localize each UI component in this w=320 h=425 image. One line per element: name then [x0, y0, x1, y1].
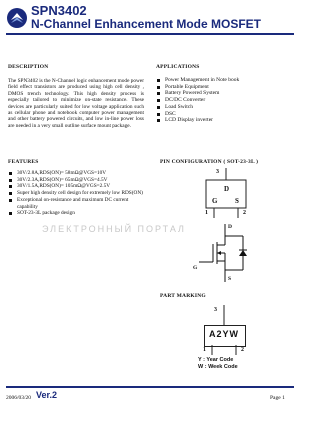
schematic-label-s: S: [228, 276, 232, 282]
marking-legend: [198, 357, 238, 371]
list-item: Portable Equipment: [156, 84, 296, 91]
description-text: The SPN3402 is the N-Channel logic enhancement mode power field effect transistors are produced using high cell density , DMOS trench technology. This high density process is especially tailored to minimize on-state resistance. These devices are particularly suited for low voltage application such as cellular phone and notebook computer power management and other battery powered circuits, and low in-line power loss are needed in a very small outline surface mount package.: [8, 78, 144, 129]
list-item: SOT-23-3L package design: [8, 210, 148, 217]
list-item: Super high density cell design for extremely low RDS(ON): [8, 190, 148, 197]
company-logo-icon: [6, 7, 28, 29]
marking-pin-top: 3: [214, 307, 217, 313]
pin-number-left: 1: [205, 210, 208, 216]
list-item: Load Switch: [156, 104, 296, 111]
features-list: [8, 170, 148, 217]
marking-code: A2YW: [208, 329, 239, 339]
pin-label-g: G: [212, 197, 218, 205]
footer-version: Ver.2: [36, 390, 58, 400]
watermark: ЭЛЕКТРОННЫЙ ПОРТАЛ: [42, 224, 186, 234]
list-item: DC/DC Converter: [156, 97, 296, 104]
list-item: Battery Powered System: [156, 90, 296, 97]
part-number: SPN3402: [31, 3, 87, 18]
applications-list: [156, 77, 296, 124]
marking-pin-left: 1: [203, 347, 206, 353]
footer-divider: [6, 386, 294, 388]
footer-date: 2006/03/20: [6, 395, 32, 401]
list-item: DSC: [156, 111, 296, 118]
list-item: Power Management in Note book: [156, 77, 296, 84]
pin-number-right: 2: [243, 210, 246, 216]
legend-year-code: Y : Year Code: [198, 357, 234, 363]
list-item: Exceptional on-resistance and maximum DC current capability: [8, 197, 148, 210]
description-heading: DESCRIPTION: [8, 64, 49, 70]
list-item: 30V/2.3A,RDS(ON)= 65mΩ@VGS=4.5V: [8, 177, 148, 184]
applications-heading: APPLICATIONS: [156, 64, 200, 70]
pin-config-heading: PIN CONFIGURATION ( SOT-23-3L ): [160, 159, 259, 165]
pin-label-s: S: [235, 197, 239, 205]
features-heading: FEATURES: [8, 159, 39, 165]
list-item: LCD Display inverter: [156, 117, 296, 124]
schematic-label-d: D: [228, 224, 232, 230]
page-title: N-Channel Enhancement Mode MOSFET: [31, 17, 262, 31]
mosfet-schematic-diagram: [195, 224, 255, 282]
list-item: 30V/1.5A,RDS(ON)= 105mΩ@VGS=2.5V: [8, 183, 148, 190]
pin-label-d: D: [224, 185, 230, 193]
schematic-label-g: G: [193, 265, 198, 271]
part-marking-heading: PART MARKING: [160, 293, 206, 299]
marking-pin-right: 2: [241, 347, 244, 353]
list-item: 30V/2.8A,RDS(ON)= 58mΩ@VGS=10V: [8, 170, 148, 177]
pin-number-top: 3: [216, 169, 219, 175]
legend-week-code: W : Week Code: [198, 364, 238, 370]
footer-page: Page 1: [270, 395, 285, 401]
header-divider: [6, 33, 294, 35]
